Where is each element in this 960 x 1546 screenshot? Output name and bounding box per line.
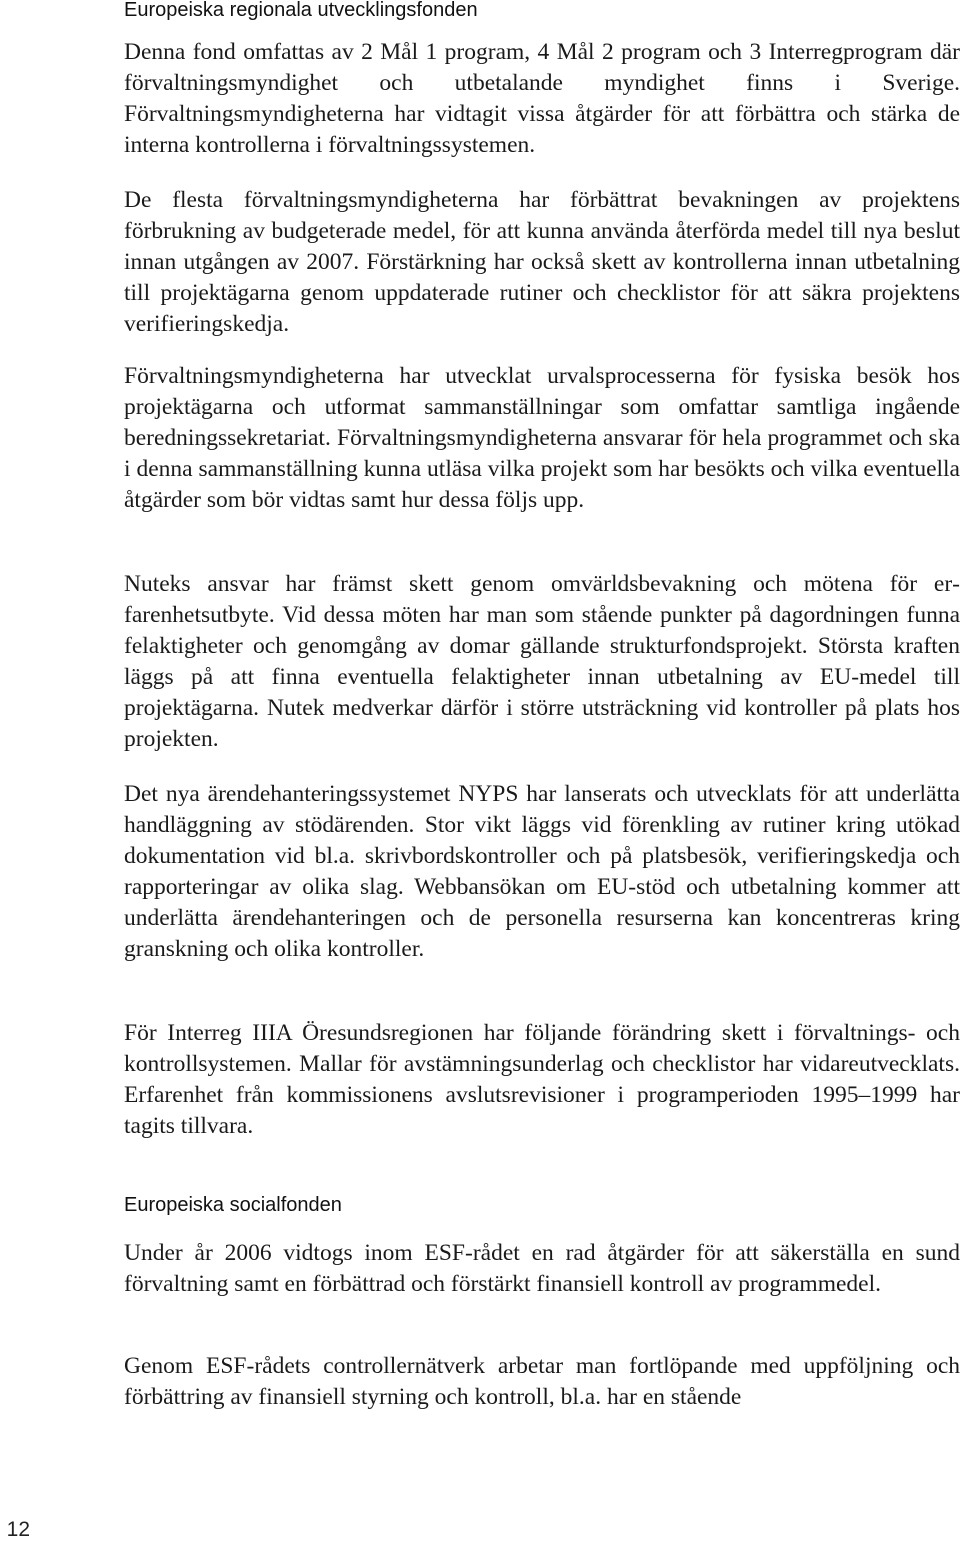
section-heading-esf: Europeiska socialfonden xyxy=(124,1194,342,1216)
paragraph: Det nya ärendehanteringssystemet NYPS har lanserats och utvecklats för att underlätta handläggning av stödärenden. Stor vikt läggs vid förenkling av rutiner kring utökad dokumentation vid bl.a. skrivbordskontroller och på platsbesök, verifieringskedja och rapporteringar av olika slag. Webbansökan om EU-stöd och utbetalning kommer att underlätta ärendehanteringen och de personella resurserna kan koncentreras kring granskning och olika kontroller. xyxy=(124,781,960,962)
paragraph: De flesta förvaltningsmyndigheterna har förbättrat bevakningen av projektens förbrukning av budgeterade medel, för att kunna använda återförda medel till nya beslut innan utgången av 2007. Förstärkning har också skett av kontrollerna innan utbetalning till projektägarna genom uppdaterade rutiner och checklistor för att säkra projektens verifieringskedja. xyxy=(124,187,960,337)
page-number: 12 xyxy=(6,1518,30,1541)
paragraph: Denna fond omfattas av 2 Mål 1 program, 4 Mål 2 program och 3 Interregprogram där förvaltningsmyndighet och utbetalande myndighet finns i Sverige. Förvaltningsmyndigheterna har vidtagit vissa åtgärder för att förbättra och stärka de interna kontrollerna i förvaltningssystemen. xyxy=(124,39,960,158)
paragraph: Genom ESF-rådets controllernätverk arbetar man fortlöpande med uppföljning och förbättring av finansiell styrning och kontroll, bl.a. har en stående xyxy=(124,1353,960,1410)
paragraph: Nuteks ansvar har främst skett genom omvärldsbevakning och mötena för erfarenhetsutbyte. Vid dessa möten har man som stående punkter på dagordningen funna felaktigheter och genomgång av domar gällande strukturfondsprojekt. Största kraften läggs på att finna eventuella felaktigheter innan utbetalning av EU-medel till projektägarna. Nutek medverkar därför i större utsträckning vid kontroller på plats hos projekten. xyxy=(124,571,960,752)
paragraph: För Interreg IIIA Öresundsregionen har följande förändring skett i förvaltnings- och kontrollsystemen. Mallar för avstämningsunderlag och checklistor har vidareutvecklats. Erfarenhet från kommissionens avslutsrevisioner i programperioden 1995–1999 har tagits tillvara. xyxy=(124,1020,960,1139)
paragraph: Förvaltningsmyndigheterna har utvecklat urvalsprocesserna för fysiska besök hos projektägarna och utformat sammanställningar som omfattar samtliga ingående beredningssekretariat. Förvaltningsmyndigheterna ansvarar för hela programmet och ska i denna sammanställning kunna utläsa vilka projekt som har besökts och vilka eventuella åtgärder som bör vidtas samt hur dessa följs upp. xyxy=(124,363,960,513)
paragraph: Under år 2006 vidtogs inom ESF-rådet en rad åtgärder för att säkerställa en sund förvaltning samt en förbättrad och förstärkt finansiell kontroll av programmedel. xyxy=(124,1240,960,1297)
section-heading-erdf: Europeiska regionala utvecklingsfonden xyxy=(124,0,478,21)
